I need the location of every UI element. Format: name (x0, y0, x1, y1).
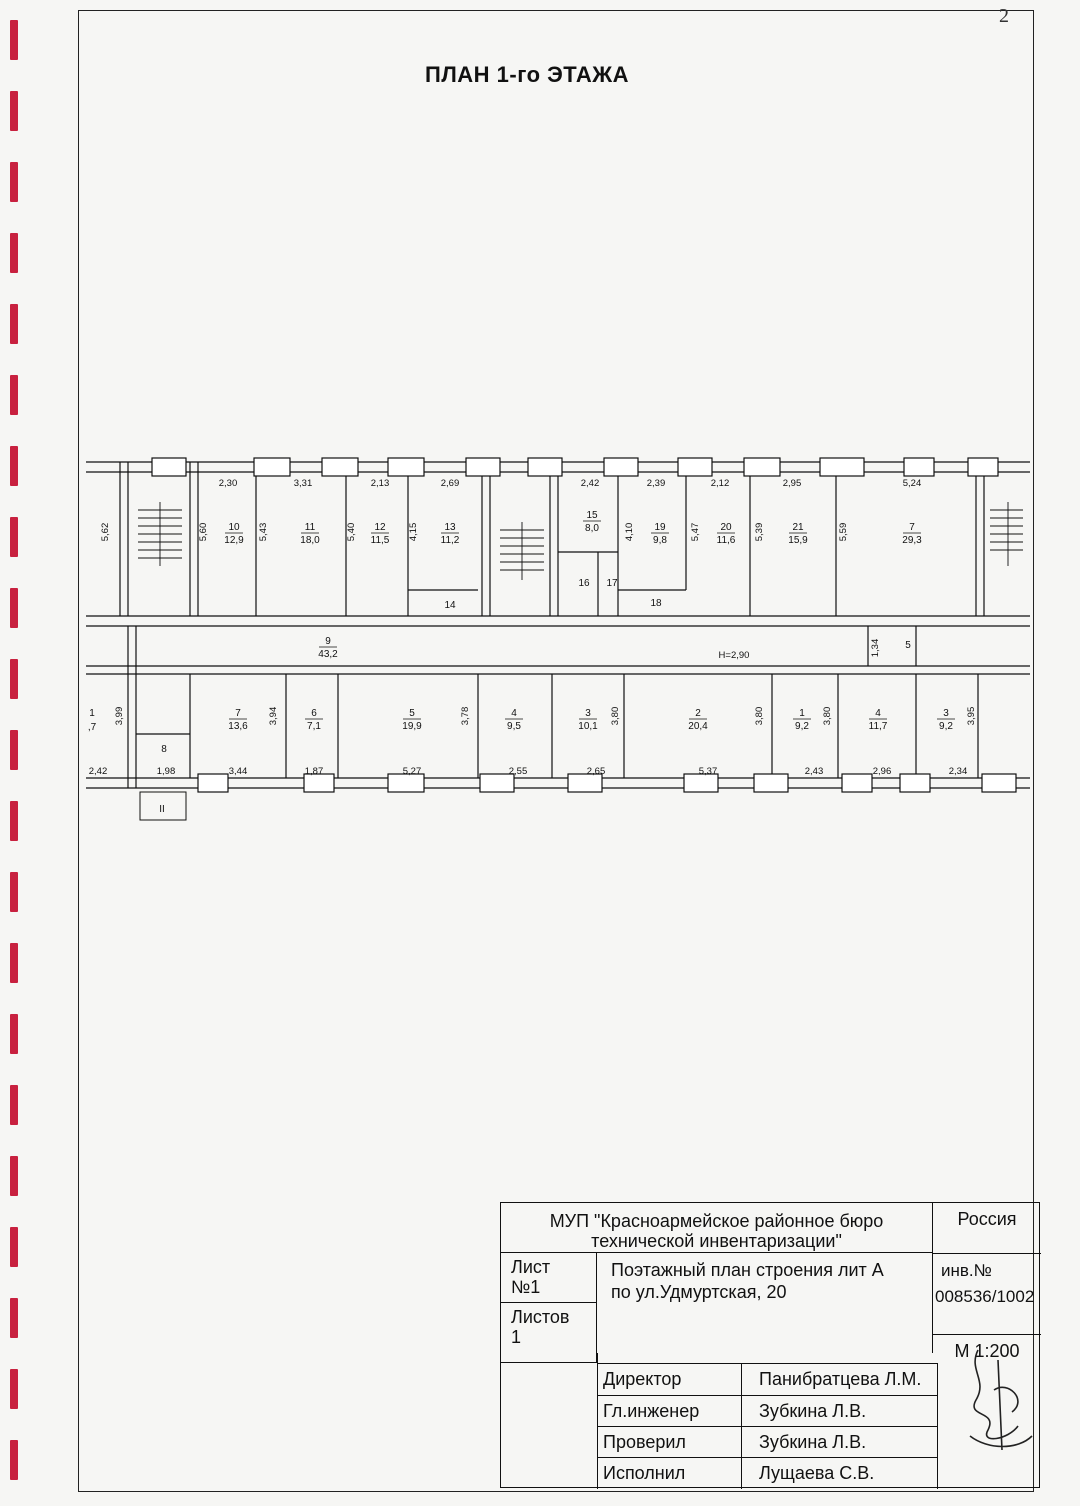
binding-mark (10, 91, 18, 131)
binding-mark (10, 375, 18, 415)
wall-dimension: 5,62 (100, 522, 111, 542)
binding-mark (10, 1369, 18, 1409)
room-number: 12 (374, 522, 386, 533)
binding-mark (10, 1298, 18, 1338)
wall-dimension: 2,55 (508, 766, 528, 777)
room-area: 11,2 (440, 535, 460, 546)
binding-mark (10, 1085, 18, 1125)
corridor-number: 9 (325, 636, 331, 647)
wall-dimension: 2,13 (370, 478, 390, 489)
inventory-cell (933, 1253, 1041, 1335)
room-area: 13,6 (228, 721, 248, 732)
entrance-label: II (159, 804, 165, 815)
wall-dimension: 2,12 (710, 478, 730, 489)
room-number: 13 (444, 522, 456, 533)
name-chief-engineer: Зубкина Л.В. (759, 1401, 867, 1421)
binding-mark (10, 162, 18, 202)
room-number: 15 (586, 510, 598, 521)
wall-dimension: 5,27 (402, 766, 422, 777)
role-director: Директор (603, 1369, 682, 1389)
room-number: 2 (695, 708, 701, 719)
room-17: 17 (606, 578, 618, 589)
room-16: 16 (578, 578, 590, 589)
room-area: 11,7 (868, 721, 888, 732)
binding-mark (10, 801, 18, 841)
room-area: 9,5 (507, 721, 521, 732)
wall-dimension: 5,60 (198, 522, 209, 542)
room-14: 14 (444, 600, 456, 611)
wall-dimension: 3,44 (228, 766, 248, 777)
binding-mark (10, 446, 18, 486)
wall-dimension: 2,96 (872, 766, 892, 777)
binding-mark (10, 233, 18, 273)
sheet-number: №1 (511, 1277, 541, 1297)
wall-dimension: 3,95 (966, 706, 977, 726)
binding-mark (10, 730, 18, 770)
inventory-label: инв.№ (941, 1261, 992, 1280)
room-number: 3 (585, 708, 591, 719)
wall-dimension: 4,10 (624, 522, 635, 542)
role-chief-engineer: Гл.инженер (603, 1401, 700, 1421)
wall-dimension: 3,80 (610, 706, 621, 726)
wall-dimension: 2,34 (948, 766, 968, 777)
binding-mark (10, 1440, 18, 1480)
floor-plan (78, 440, 1030, 830)
ceiling-height: H=2,90 (718, 650, 750, 661)
room-area: 10,1 (578, 721, 598, 732)
role-executed: Исполнил (603, 1463, 686, 1483)
wall-dimension: 2,42 (88, 766, 108, 777)
room-partial-area: ,7 (87, 722, 97, 733)
room-area: 19,9 (402, 721, 422, 732)
handwritten-signature (958, 1340, 1038, 1460)
binding-mark (10, 20, 18, 60)
binding-mark (10, 588, 18, 628)
wall-dimension: 3,80 (822, 706, 833, 726)
room-number: 4 (875, 708, 881, 719)
wall-dimension: 3,78 (460, 706, 471, 726)
wall-dimension: 5,39 (754, 522, 765, 542)
wall-dimension: 3,80 (754, 706, 765, 726)
binding-mark (10, 659, 18, 699)
room-area: 8,0 (585, 523, 599, 534)
binding-mark (10, 1227, 18, 1267)
room-number: 21 (792, 522, 804, 533)
wall-dimension: 2,42 (580, 478, 600, 489)
sheets-count-cell (501, 1303, 597, 1363)
document-title-line-2: по ул.Удмуртская, 20 (611, 1282, 787, 1302)
room-number: 11 (304, 522, 316, 533)
wall-dimension: 2,69 (440, 478, 460, 489)
binding-mark (10, 943, 18, 983)
wall-dimension: 2,65 (586, 766, 606, 777)
sheet-label: Лист (511, 1257, 551, 1277)
room-partial-number: 1 (89, 708, 95, 719)
wall-dimension: 5,59 (838, 522, 849, 542)
room-area: 11,6 (716, 535, 736, 546)
room-number: 6 (311, 708, 317, 719)
wall-dimension: 2,95 (782, 478, 802, 489)
binding-mark (10, 517, 18, 557)
document-title-cell (597, 1253, 933, 1353)
page-number: 2 (999, 5, 1009, 27)
wall-dimension: 5,40 (346, 522, 357, 542)
room-area: 9,2 (939, 721, 953, 732)
room-number: 1 (799, 708, 805, 719)
document-title-line-1: Поэтажный план строения лит А (611, 1260, 884, 1280)
name-checked: Зубкина Л.В. (759, 1432, 867, 1452)
country: Россия (957, 1209, 1017, 1229)
inventory-number: 008536/1002 (935, 1287, 1035, 1306)
room-area: 11,5 (370, 535, 390, 546)
wall-dimension: 2,30 (218, 478, 238, 489)
room-area: 15,9 (788, 535, 808, 546)
organization-cell (501, 1203, 933, 1253)
sheet-cell (501, 1253, 597, 1303)
room-area: 12,9 (224, 535, 244, 546)
wall-dimension: 3,99 (114, 706, 125, 726)
wall-dimension: 1,98 (156, 766, 176, 777)
room-number: 10 (228, 522, 240, 533)
binding-mark (10, 872, 18, 912)
room-number: 3 (943, 708, 949, 719)
room-number: 20 (720, 522, 732, 533)
spiral-binding (0, 0, 40, 1506)
room-18: 18 (650, 598, 662, 609)
wall-dimension: 3,94 (268, 706, 279, 726)
room-area: 20,4 (688, 721, 708, 732)
binding-mark (10, 1014, 18, 1054)
wall-dimension: 5,47 (690, 522, 701, 542)
room-area: 9,8 (653, 535, 667, 546)
role-checked: Проверил (603, 1432, 686, 1452)
wall-dimension: 4,15 (408, 522, 419, 542)
room-number: 7 (235, 708, 241, 719)
wall-dimension: 2,43 (804, 766, 824, 777)
room-number: 4 (511, 708, 517, 719)
sheets-label: Листов (511, 1307, 570, 1327)
room-area: 9,2 (795, 721, 809, 732)
room-number: 7 (909, 522, 915, 533)
wall-dimension: 2,39 (646, 478, 666, 489)
organization-line-1: МУП "Красноармейское районное бюро (549, 1211, 884, 1231)
room-number: 5 (409, 708, 415, 719)
name-executed: Лущаева С.В. (759, 1463, 875, 1483)
room-area: 29,3 (902, 535, 922, 546)
organization-line-2: технической инвентаризации" (591, 1231, 842, 1251)
room-area: 18,0 (300, 535, 320, 546)
wall-dimension: 1,34 (870, 638, 881, 658)
wall-dimension: 5,43 (258, 522, 269, 542)
binding-mark (10, 1156, 18, 1196)
room-number: 19 (654, 522, 666, 533)
plan-title: ПЛАН 1-го ЭТАЖА (425, 62, 629, 87)
corridor-area: 43,2 (318, 649, 338, 660)
scale: М 1:200 (954, 1341, 1020, 1361)
room-8: 8 (161, 744, 167, 755)
wall-dimension: 5,24 (902, 478, 922, 489)
sheets-count: 1 (511, 1327, 522, 1347)
name-director: Панибратцева Л.М. (759, 1369, 922, 1389)
wall-dimension: 5,37 (698, 766, 718, 777)
wall-dimension: 3,31 (293, 478, 313, 489)
room-5: 5 (905, 640, 911, 651)
binding-mark (10, 304, 18, 344)
room-area: 7,1 (307, 721, 321, 732)
wall-dimension: 1,87 (304, 766, 324, 777)
